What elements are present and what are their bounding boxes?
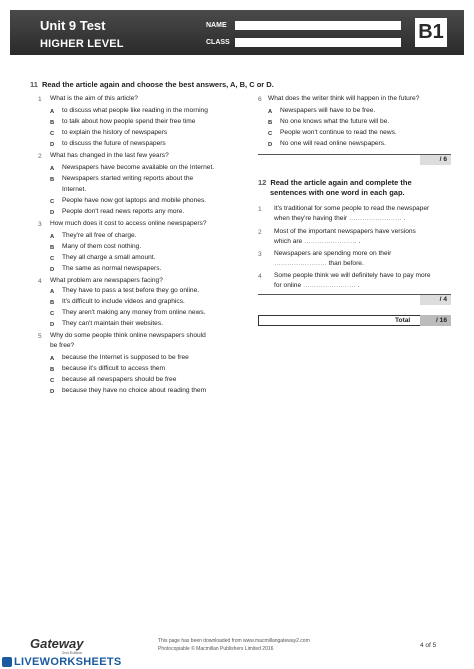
footer-download-note: This page has been downloaded from www.macmillangateway2.com	[158, 638, 310, 644]
option-text-cont[interactable]: Internet.	[62, 186, 87, 193]
question-text: What is the aim of this article?	[50, 95, 138, 102]
option-letter[interactable]: D	[268, 142, 273, 148]
section-12-title: 12 Read the article again and complete the	[258, 178, 412, 187]
option-text[interactable]: Many of them cost nothing.	[62, 243, 142, 250]
option-text[interactable]: No one knows what the future will be.	[280, 118, 390, 125]
item-text: Some people think we will definitely have to pay more	[274, 272, 431, 279]
question-number: 2	[38, 153, 42, 160]
option-letter[interactable]: D	[50, 142, 55, 148]
option-letter[interactable]: B	[268, 120, 273, 126]
item-text-cont: which are …………………… .	[274, 238, 361, 245]
option-text[interactable]: They all charge a small amount.	[62, 254, 156, 261]
answer-gap[interactable]: ……………………	[274, 260, 327, 267]
item-number: 4	[258, 273, 262, 280]
option-text[interactable]: to discuss what people like reading in the morning	[62, 107, 208, 114]
section-12-score: / 4	[420, 295, 451, 305]
option-text[interactable]: because it's difficult to access them	[62, 365, 166, 372]
total-label: Total	[395, 317, 411, 324]
option-letter[interactable]: C	[50, 378, 55, 384]
option-letter[interactable]: D	[50, 322, 55, 328]
option-text[interactable]: They're all free of charge.	[62, 232, 137, 239]
item-number: 2	[258, 229, 262, 236]
question-text: What has changed in the last few years?	[50, 152, 169, 159]
footer-copyright: Photocopiable © Macmillan Publishers Limited 2016	[158, 646, 274, 652]
option-letter[interactable]: C	[50, 131, 55, 137]
option-text[interactable]: to explain the history of newspapers	[62, 129, 168, 136]
question-text: What problem are newspapers facing?	[50, 277, 163, 284]
option-letter[interactable]: B	[50, 120, 55, 126]
option-text[interactable]: Newspapers will have to be free.	[280, 107, 376, 114]
option-letter[interactable]: C	[50, 256, 55, 262]
item-number: 1	[258, 206, 262, 213]
level-badge: B1	[415, 18, 447, 47]
question-text: Why do some people think online newspapers should	[50, 332, 206, 339]
option-text[interactable]: They can't maintain their websites.	[62, 320, 163, 327]
question-number: 6	[258, 96, 262, 103]
name-field[interactable]	[235, 21, 401, 30]
option-text[interactable]: No one will read online newspapers.	[280, 140, 386, 147]
question-number: 5	[38, 333, 42, 340]
option-text[interactable]: because all newspapers should be free	[62, 376, 177, 383]
item-text: It's traditional for some people to read the newspaper	[274, 205, 430, 212]
page-number: 4 of 5	[420, 642, 437, 649]
option-letter[interactable]: B	[50, 245, 55, 251]
option-text[interactable]: It's difficult to include videos and graphics.	[62, 298, 185, 305]
question-text-cont: be free?	[50, 342, 75, 349]
option-text[interactable]: People don't read news reports any more.	[62, 208, 185, 215]
option-text[interactable]: They aren't making any money from online news.	[62, 309, 206, 316]
option-letter[interactable]: D	[50, 267, 55, 273]
item-text-cont: …………………… than before.	[274, 260, 364, 267]
item-text: Most of the important newspapers have versions	[274, 228, 416, 235]
item-text-cont: when they're having their …………………… .	[274, 215, 406, 222]
liveworksheets-icon	[2, 657, 12, 667]
question-text: What does the writer think will happen in the future?	[268, 95, 420, 102]
answer-gap[interactable]: ……………………	[304, 238, 357, 245]
class-label: CLASS	[206, 39, 230, 46]
option-letter[interactable]: A	[50, 289, 55, 295]
section-12-title-cont: sentences with one word in each gap.	[270, 188, 405, 197]
option-text[interactable]: because the Internet is supposed to be free	[62, 354, 189, 361]
section-11-title: 11 Read the article again and choose the best answers, A, B, C or D.	[30, 80, 274, 89]
option-letter[interactable]: C	[50, 199, 55, 205]
section-11-score: / 6	[420, 155, 451, 165]
option-text[interactable]: The same as normal newspapers.	[62, 265, 162, 272]
gateway-logo: Gateway	[30, 636, 84, 651]
level-label: HIGHER LEVEL	[40, 38, 124, 50]
option-text[interactable]: because they have no choice about reading them	[62, 387, 207, 394]
option-letter[interactable]: C	[268, 131, 273, 137]
question-number: 4	[38, 278, 42, 285]
option-letter[interactable]: B	[50, 300, 55, 306]
option-letter[interactable]: A	[268, 109, 273, 115]
item-text-cont: for online …………………… .	[274, 282, 360, 289]
question-text: How much does it cost to access online newspapers?	[50, 220, 207, 227]
option-letter[interactable]: A	[50, 356, 55, 362]
option-letter[interactable]: D	[50, 389, 55, 395]
option-text[interactable]: People won't continue to read the news.	[280, 129, 397, 136]
option-letter[interactable]: C	[50, 311, 55, 317]
class-field[interactable]	[235, 38, 401, 47]
liveworksheets-watermark[interactable]: LIVEWORKSHEETS	[14, 656, 122, 668]
option-text[interactable]: They have to pass a test before they go online.	[62, 287, 200, 294]
option-letter[interactable]: B	[50, 177, 55, 183]
item-number: 3	[258, 251, 262, 258]
name-label: NAME	[206, 22, 227, 29]
question-number: 3	[38, 221, 42, 228]
option-letter[interactable]: A	[50, 166, 55, 172]
total-score: / 16	[420, 315, 451, 326]
page-header	[10, 10, 464, 55]
answer-gap[interactable]: ……………………	[348, 215, 402, 222]
option-letter[interactable]: D	[50, 210, 55, 216]
option-text[interactable]: Newspapers have become available on the Internet.	[62, 164, 215, 171]
option-text[interactable]: to discuss the future of newspapers	[62, 140, 166, 147]
option-text[interactable]: to talk about how people spend their free time	[62, 118, 196, 125]
option-letter[interactable]: A	[50, 109, 55, 115]
answer-gap[interactable]: ……………………	[302, 282, 356, 289]
item-text: Newspapers are spending more on their	[274, 250, 392, 257]
option-text[interactable]: Newspapers started writing reports about the	[62, 175, 194, 182]
edition-label: 2nd Edition	[62, 650, 83, 655]
question-number: 1	[38, 96, 42, 103]
option-letter[interactable]: B	[50, 367, 55, 373]
option-text[interactable]: People have now got laptops and mobile phones.	[62, 197, 207, 204]
unit-title: Unit 9 Test	[40, 18, 106, 33]
option-letter[interactable]: A	[50, 234, 55, 240]
